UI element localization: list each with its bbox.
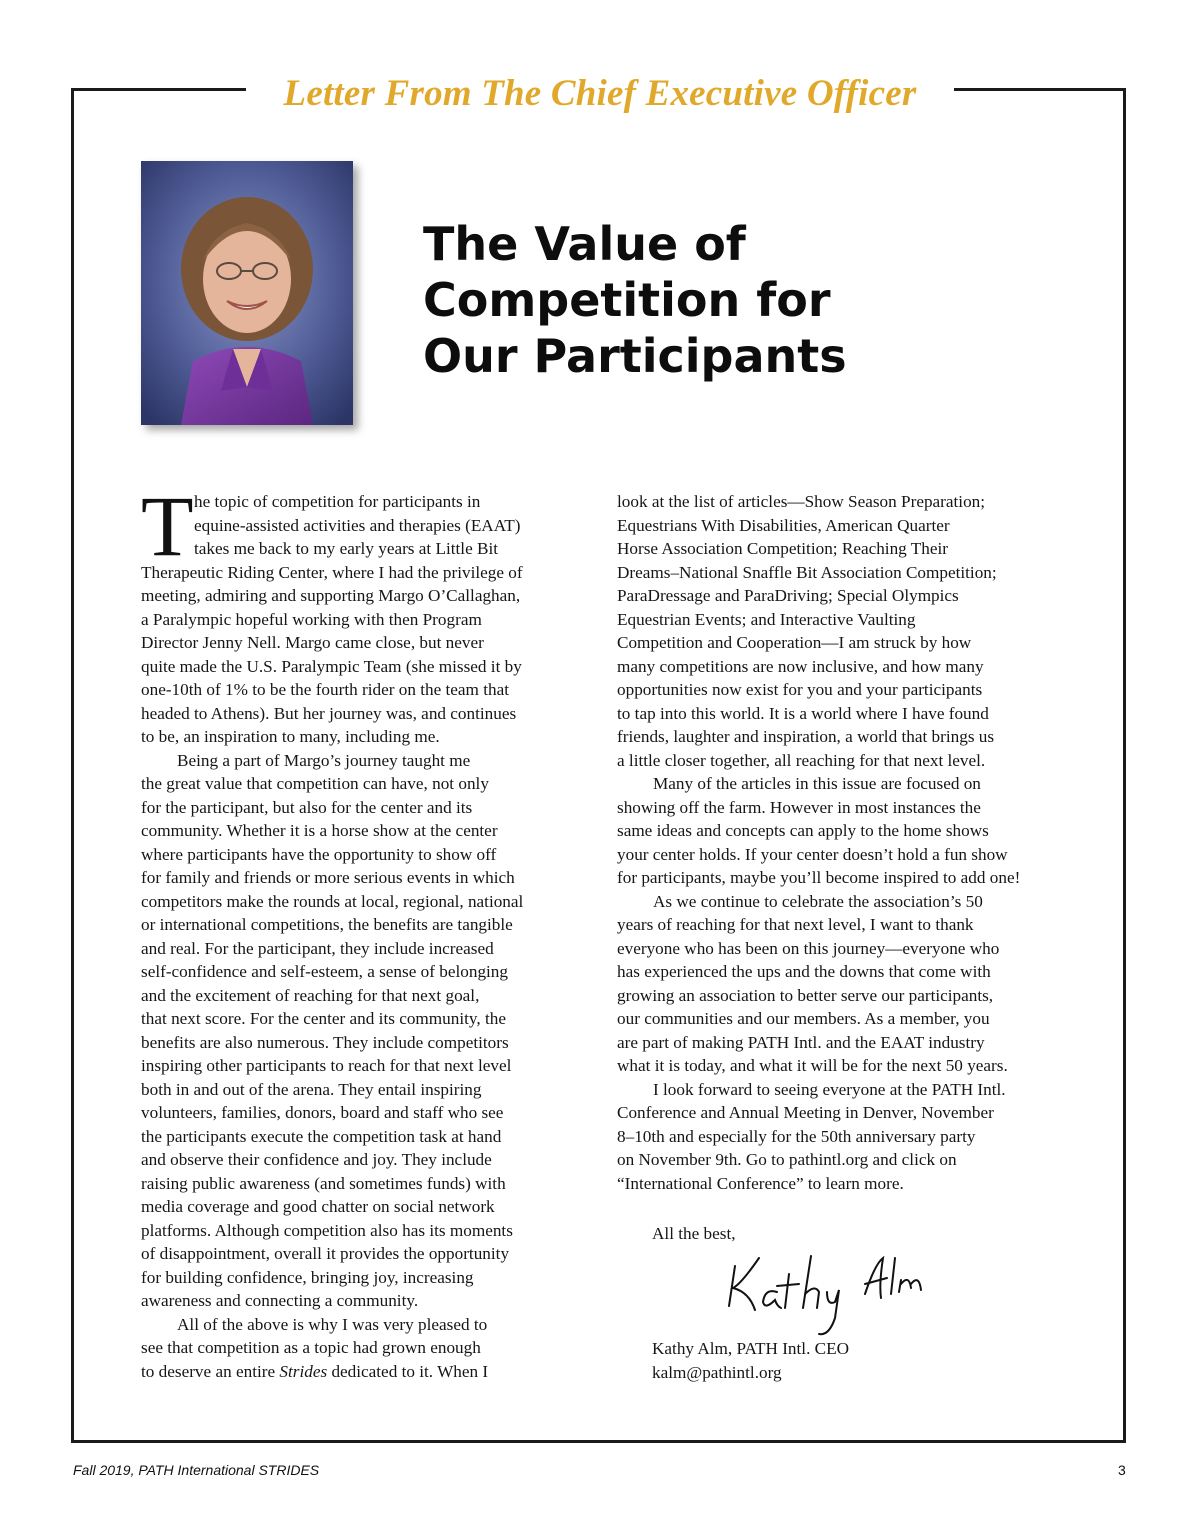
text-line: Horse Association Competition; Reaching Their bbox=[617, 539, 948, 558]
text-line: and observe their confidence and joy. They include bbox=[141, 1150, 492, 1169]
left-column bbox=[141, 490, 586, 1383]
text-line: the participants execute the competition task at hand bbox=[141, 1126, 502, 1146]
title-line: The Value of bbox=[423, 217, 746, 271]
text-line: All of the above is why I was very pleased to bbox=[177, 1314, 488, 1334]
text-line: our communities and our members. As a member, you bbox=[617, 1009, 990, 1028]
text-line: takes me back to my early years at Little Bit bbox=[194, 539, 499, 558]
text-line: many competitions are now inclusive, and how many bbox=[617, 656, 984, 676]
text-line: 8–10th and especially for the 50th anniversary party bbox=[617, 1126, 976, 1146]
text-line: or international competitions, the benefits are tangible bbox=[141, 915, 513, 934]
text-line: to tap into this world. It is a world where I have found bbox=[617, 703, 989, 723]
text-line: for family and friends or more serious events in which bbox=[141, 868, 515, 887]
text-line: Competition and Cooperation—I am struck by how bbox=[617, 633, 972, 652]
page-number: 3 bbox=[1118, 1462, 1126, 1478]
text-line: volunteers, families, donors, board and staff who see bbox=[141, 1103, 504, 1122]
text-line: quite made the U.S. Paralympic Team (she missed it by bbox=[141, 656, 522, 676]
text-line: Equestrian Events; and Interactive Vaulting bbox=[617, 609, 916, 629]
text-line: friends, laughter and inspiration, a world that brings us bbox=[617, 727, 995, 746]
text-line: benefits are also numerous. They include competitors bbox=[141, 1032, 509, 1052]
text-line: I look forward to seeing everyone at the PATH Intl. bbox=[653, 1079, 1006, 1099]
text-line: what it is today, and what it will be for the next 50 years. bbox=[617, 1056, 1008, 1075]
right-column bbox=[617, 490, 1062, 1195]
text-line: As we continue to celebrate the association’s 50 bbox=[653, 891, 983, 911]
text-line: ParaDressage and ParaDriving; Special Olympics bbox=[617, 586, 959, 605]
text-line: Dreams–National Snaffle Bit Association Competition; bbox=[617, 562, 997, 582]
text-line: awareness and connecting a community. bbox=[141, 1291, 419, 1310]
text-line: to be, an inspiration to many, including me. bbox=[141, 727, 440, 746]
text-line: has experienced the ups and the downs that come with bbox=[617, 962, 991, 981]
text-run: to deserve an entire bbox=[141, 1361, 280, 1381]
text-line: on November 9th. Go to pathintl.org and click on bbox=[617, 1150, 957, 1169]
text-line: showing off the farm. However in most instances the bbox=[617, 797, 981, 817]
drop-cap: T bbox=[141, 478, 194, 574]
text-line: opportunities now exist for you and your participants bbox=[617, 680, 983, 699]
text-line: a little closer together, all reaching for that next level. bbox=[617, 750, 986, 770]
text-line: and the excitement of reaching for that next goal, bbox=[141, 985, 480, 1005]
text-line: where participants have the opportunity to show off bbox=[141, 844, 497, 864]
text-line: competitors make the rounds at local, regional, national bbox=[141, 891, 524, 911]
text-line: growing an association to better serve our participants, bbox=[617, 985, 994, 1005]
text-line: he topic of competition for participants in bbox=[194, 492, 481, 511]
title-line: Our Participants bbox=[423, 329, 847, 383]
article-title bbox=[423, 216, 923, 384]
text-line: “International Conference” to learn more. bbox=[617, 1173, 904, 1193]
text-line: meeting, admiring and supporting Margo O’Callaghan, bbox=[141, 586, 521, 605]
title-line: Competition for bbox=[423, 273, 831, 327]
text-line: Many of the articles in this issue are focused on bbox=[653, 774, 981, 793]
text-line bbox=[141, 1360, 586, 1384]
text-line: Director Jenny Nell. Margo came close, but never bbox=[141, 633, 484, 652]
publication-info: Fall 2019, PATH International STRIDES bbox=[73, 1462, 320, 1478]
text-line: and real. For the participant, they include increased bbox=[141, 938, 494, 958]
text-line: one-10th of 1% to be the fourth rider on the team that bbox=[141, 680, 509, 699]
text-line: Conference and Annual Meeting in Denver, November bbox=[617, 1103, 994, 1122]
text-line: everyone who has been on this journey—everyone who bbox=[617, 938, 1000, 958]
text-line: inspiring other participants to reach for that next level bbox=[141, 1056, 512, 1075]
text-line: media coverage and good chatter on social network bbox=[141, 1197, 495, 1216]
text-line: Being a part of Margo’s journey taught me bbox=[177, 750, 471, 770]
text-line: the great value that competition can have, not only bbox=[141, 774, 489, 793]
text-line: raising public awareness (and sometimes funds) with bbox=[141, 1173, 506, 1193]
author-email: kalm@pathintl.org bbox=[652, 1363, 782, 1382]
text-line: a Paralympic hopeful working with then Program bbox=[141, 609, 482, 629]
text-line: equine-assisted activities and therapies (EAAT) bbox=[194, 515, 521, 535]
signature bbox=[715, 1244, 935, 1339]
text-line: your center holds. If your center doesn’t hold a fun show bbox=[617, 844, 1008, 864]
text-line: are part of making PATH Intl. and the EAAT industry bbox=[617, 1032, 985, 1052]
text-line: years of reaching for that next level, I want to thank bbox=[617, 915, 974, 934]
text-line: headed to Athens). But her journey was, and continues bbox=[141, 703, 517, 723]
author-photo bbox=[141, 161, 353, 425]
text-line: that next score. For the center and its community, the bbox=[141, 1009, 506, 1028]
text-line: both in and out of the arena. They entail inspiring bbox=[141, 1079, 482, 1099]
text-run: dedicated to it. When I bbox=[327, 1361, 489, 1381]
text-line: for the participant, but also for the center and its bbox=[141, 797, 473, 817]
text-line: platforms. Although competition also has its moments bbox=[141, 1220, 513, 1240]
text-line: of disappointment, overall it provides the opportunity bbox=[141, 1244, 510, 1263]
magazine-name: Strides bbox=[279, 1361, 328, 1381]
text-line: self-confidence and self-esteem, a sense of belonging bbox=[141, 962, 508, 981]
section-title: Letter From The Chief Executive Officer bbox=[246, 70, 954, 118]
text-line: look at the list of articles—Show Season Preparation; bbox=[617, 492, 986, 511]
text-line: Therapeutic Riding Center, where I had the privilege of bbox=[141, 562, 523, 582]
text-line: Equestrians With Disabilities, American Quarter bbox=[617, 515, 950, 535]
text-line: same ideas and concepts can apply to the home shows bbox=[617, 821, 989, 840]
text-line: community. Whether it is a horse show at the center bbox=[141, 821, 498, 840]
text-line: see that competition as a topic had grown enough bbox=[141, 1338, 481, 1357]
author-line: Kathy Alm, PATH Intl. CEO bbox=[652, 1339, 850, 1358]
text-line: for building confidence, bringing joy, increasing bbox=[141, 1267, 474, 1287]
closing-line: All the best, bbox=[652, 1224, 736, 1243]
text-line: for participants, maybe you’ll become inspired to add one! bbox=[617, 868, 1021, 887]
